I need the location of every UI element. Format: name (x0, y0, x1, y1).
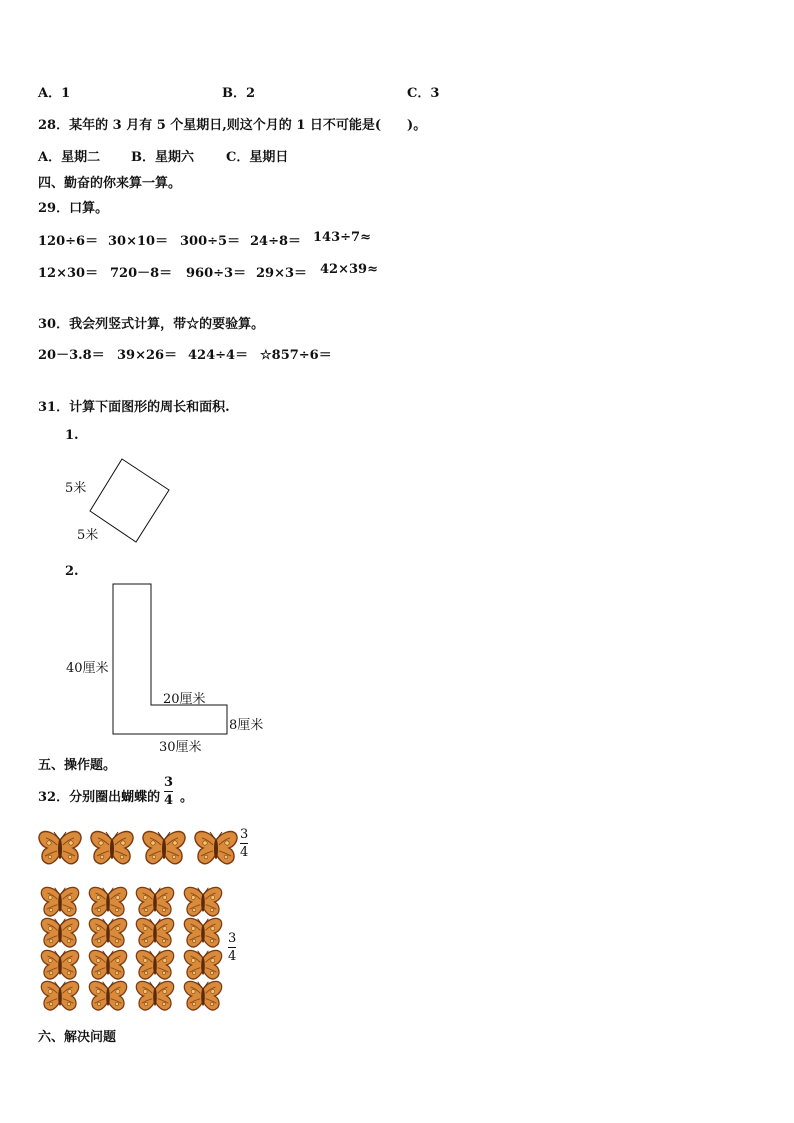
q31-fig1-number: 1. (65, 428, 79, 443)
butterfly-icon (183, 886, 223, 918)
q27-option-c: C．3 (407, 86, 440, 101)
q30-item-3: 424÷4＝ (188, 348, 249, 363)
q32-fraction-denominator: 4 (164, 793, 174, 808)
butterfly-icon (88, 949, 128, 981)
q32-fraction-numerator: 3 (164, 775, 174, 790)
butterfly-icon (88, 980, 128, 1012)
q27-option-b: B．2 (222, 86, 256, 101)
butterfly-icon (135, 917, 175, 949)
q29-r1-4: 24÷8＝ (250, 234, 302, 249)
group1-fraction-numerator: 3 (240, 827, 249, 842)
butterfly-icon (135, 949, 175, 981)
q29-r2-2: 720－8＝ (110, 266, 173, 281)
butterfly-icon (142, 830, 186, 866)
l-shape-figure (112, 583, 232, 738)
q29-r1-1: 120÷6＝ (38, 234, 99, 249)
group2-fraction-denominator: 4 (228, 949, 237, 964)
butterfly-icon (38, 830, 82, 866)
q30-title: 30．我会列竖式计算，带☆的要验算。 (38, 317, 265, 332)
q31-fig2-number: 2. (65, 564, 79, 579)
q31-title: 31．计算下面图形的周长和面积. (38, 400, 230, 415)
butterfly-icon (183, 917, 223, 949)
q32-fraction (164, 775, 173, 808)
butterfly-icon (40, 949, 80, 981)
q29-r2-1: 12×30＝ (38, 266, 99, 281)
fig2-inner-label: 20厘米 (163, 692, 206, 707)
section-6-heading: 六、解决问题 (38, 1030, 117, 1045)
q29-r2-5: 42×39≈ (320, 262, 378, 277)
q28-option-a: A．星期二 (38, 150, 101, 165)
q28-question: 28．某年的 3 月有 5 个星期日,则这个月的 1 日不可能是( )。 (38, 118, 427, 133)
group1-fraction-denominator: 4 (240, 845, 249, 860)
butterfly-icon (135, 980, 175, 1012)
fig2-height-label: 40厘米 (66, 661, 109, 676)
butterfly-icon (183, 949, 223, 981)
q29-r1-3: 300÷5＝ (180, 234, 241, 249)
butterfly-icon (135, 886, 175, 918)
butterfly-icon (40, 917, 80, 949)
q29-title: 29．口算。 (38, 201, 109, 216)
group2-fraction-label (228, 931, 236, 964)
q29-r1-2: 30×10＝ (108, 234, 169, 249)
q28-option-b: B．星期六 (131, 150, 194, 165)
fig2-bottom-label: 30厘米 (159, 740, 202, 755)
butterfly-icon (40, 886, 80, 918)
q30-item-1: 20－3.8＝ (38, 348, 105, 363)
butterfly-icon (88, 886, 128, 918)
section-5-heading: 五、操作题。 (38, 758, 117, 773)
butterfly-icon (40, 980, 80, 1012)
q28-option-c: C．星期日 (226, 150, 289, 165)
q32-suffix: 。 (180, 790, 194, 805)
q29-r1-5: 143÷7≈ (313, 230, 371, 245)
group1-fraction-label (240, 827, 248, 860)
butterfly-icon (183, 980, 223, 1012)
fig2-right-label: 8厘米 (229, 718, 264, 733)
q29-r2-3: 960÷3＝ (186, 266, 247, 281)
square-figure (90, 455, 165, 550)
q30-item-4: ☆857÷6＝ (260, 348, 332, 363)
butterfly-icon (90, 830, 134, 866)
q30-item-2: 39×26＝ (117, 348, 178, 363)
fig1-side-label-a: 5米 (65, 481, 87, 496)
group2-fraction-numerator: 3 (228, 931, 237, 946)
butterfly-icon (88, 917, 128, 949)
q32-prefix: 32．分别圈出蝴蝶的 (38, 790, 161, 805)
fig1-side-label-b: 5米 (77, 528, 99, 543)
q27-option-a: A．1 (38, 86, 71, 101)
q29-r2-4: 29×3＝ (256, 266, 308, 281)
butterfly-icon (194, 830, 238, 866)
section-4-heading: 四、勤奋的你来算一算。 (38, 176, 182, 191)
